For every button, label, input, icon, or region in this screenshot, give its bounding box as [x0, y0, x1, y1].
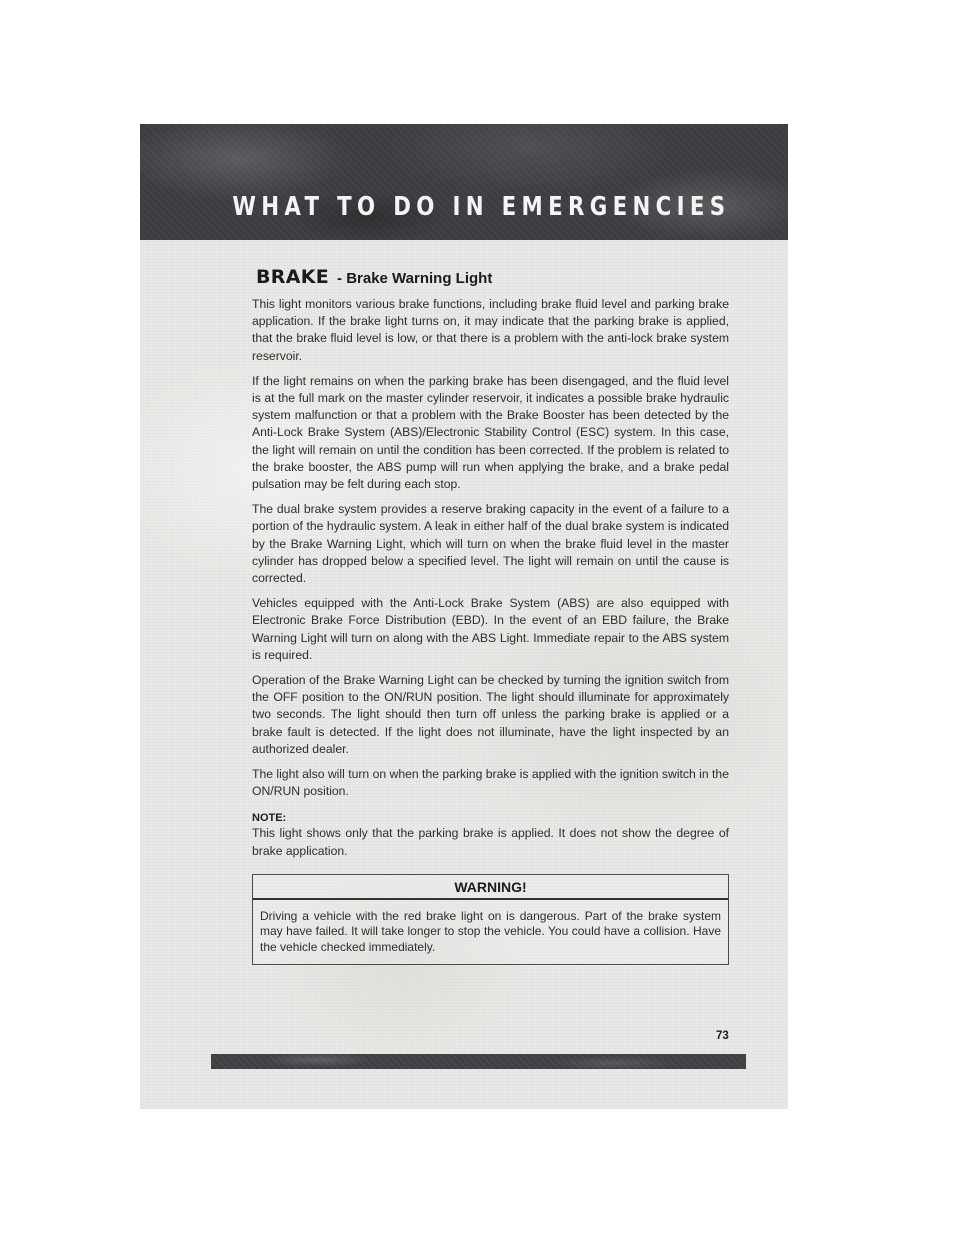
brake-warning-symbol: BRAKE: [256, 266, 330, 288]
note-label: NOTE:: [252, 812, 287, 825]
page-number: 73: [716, 1030, 729, 1042]
page-content: [252, 266, 729, 965]
paragraph-5: Operation of the Brake Warning Light can be checked by turning the ignition switch from the OFF position to the ON/RUN position. The light should illuminate for approximately two seconds. The light should then turn off unless the parking brake is applied or a brake fault is detected. If the light does not illuminate, have the light inspected by an authorized dealer.: [252, 673, 729, 756]
paragraph-6: The light also will turn on when the parking brake is applied with the ignition switch in the ON/RUN position.: [252, 767, 729, 799]
section-heading: - Brake Warning Light: [337, 270, 493, 287]
manual-page: [140, 124, 788, 1109]
note-text: This light shows only that the parking brake is applied. It does not show the degree of brake application.: [252, 826, 729, 858]
section-title: WHAT TO DO IN EMERGENCIES: [231, 192, 730, 222]
paragraph-2: If the light remains on when the parking brake has been disengaged, and the fluid level is at the full mark on the master cylinder reservoir, it indicates a possible brake hydraulic system malfunction or that a problem with the Brake Booster has been detected by the Anti-Lock Brake System (ABS)/Electronic Stability Control (ESC) system. In this case, the light will remain on until the condition has been corrected. If the problem is related to the brake booster, the ABS pump will run when applying the brake, and a brake pedal pulsation may be felt during each stop.: [252, 373, 729, 492]
brake-warning-heading: [252, 266, 729, 288]
warning-box: [252, 874, 729, 966]
warning-title: WARNING!: [253, 875, 728, 900]
paragraph-1: This light monitors various brake functions, including brake fluid level and parking brake application. If the brake light turns on, it may indicate that the parking brake is applied, that the brake fluid level is low, or that there is a problem with the anti-lock brake system reservoir.: [252, 297, 729, 363]
paragraph-3: The dual brake system provides a reserve braking capacity in the event of a failure to a portion of the hydraulic system. A leak in either half of the dual brake system is indicated by the Brake Warning Light, which will turn on when the brake fluid level in the master cylinder has dropped below a specified level. The light will remain on until the cause is corrected.: [252, 502, 729, 586]
footer-band: [211, 1054, 746, 1069]
paragraph-4: Vehicles equipped with the Anti-Lock Brake System (ABS) are also equipped with Electronic Brake Force Distribution (EBD). In the event of an EBD failure, the Brake Warning Light will turn on along with the ABS Light. Immediate repair to the ABS system is required.: [252, 596, 729, 662]
header-band: [140, 124, 788, 240]
warning-text: Driving a vehicle with the red brake light on is dangerous. Part of the brake system may have failed. It will take longer to stop the vehicle. You could have a collision. Have the vehicle checked immediately.: [260, 908, 721, 954]
